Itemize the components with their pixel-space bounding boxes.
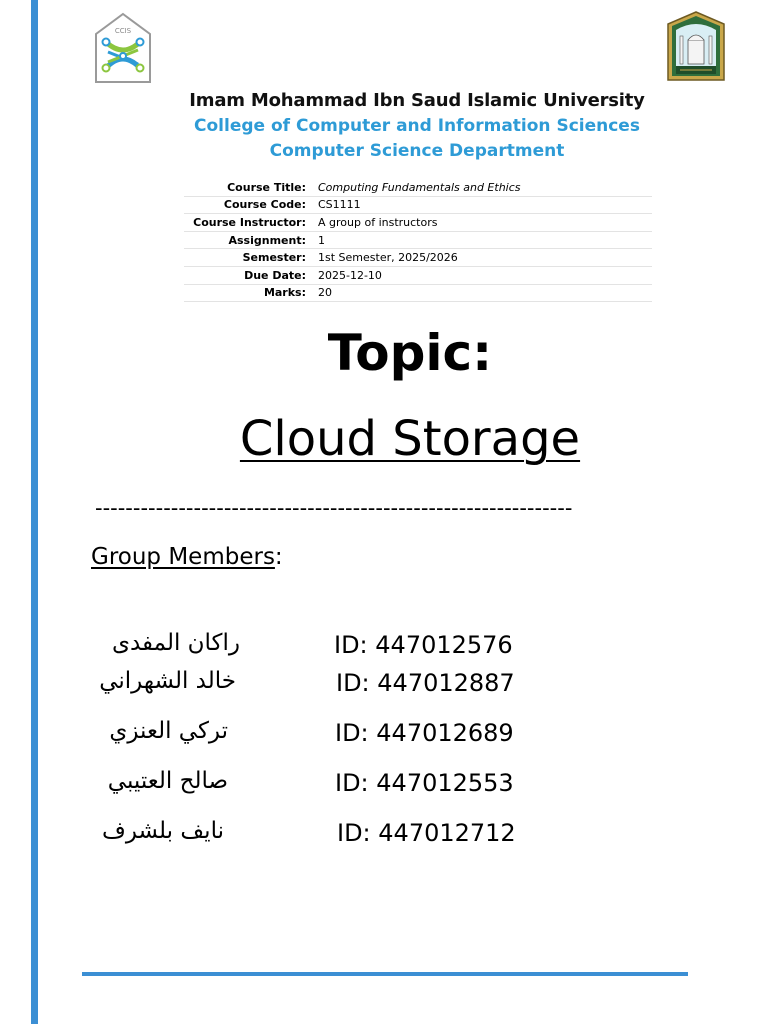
- bottom-border-rule: [82, 972, 688, 976]
- course-info-label: Due Date:: [184, 266, 312, 284]
- member-row: [90, 714, 550, 754]
- member-row: [90, 626, 550, 666]
- course-info-label: Assignment:: [184, 231, 312, 249]
- group-members-title: Group Members: [91, 544, 275, 570]
- member-row: [90, 764, 550, 804]
- dashed-separator: ---------------------------------------------------------------: [95, 496, 573, 520]
- member-id: ID: 447012576: [334, 631, 513, 659]
- member-name: راكان المفدى: [111, 630, 240, 656]
- member-name: صالح العتيبي: [107, 768, 228, 794]
- member-row: [90, 814, 550, 854]
- course-info-value: 1: [312, 231, 652, 249]
- group-members-colon: :: [274, 544, 283, 570]
- member-name: خالد الشهراني: [99, 668, 236, 694]
- course-info-label: Course Code:: [184, 196, 312, 214]
- member-id: ID: 447012689: [335, 719, 514, 747]
- course-info-value: 20: [312, 284, 652, 302]
- university-name: Imam Mohammad Ibn Saud Islamic University: [189, 90, 645, 111]
- member-name: تركي العنزي: [109, 718, 228, 744]
- course-info-label: Semester:: [184, 249, 312, 267]
- college-name: College of Computer and Information Sciences: [194, 116, 640, 136]
- member-name: نايف بلشرف: [102, 818, 224, 844]
- topic-label: Topic:: [327, 324, 493, 382]
- course-info-value: A group of instructors: [312, 214, 652, 232]
- course-info-row: [184, 214, 652, 232]
- department-name: Computer Science Department: [269, 141, 565, 161]
- group-members-heading: [91, 540, 283, 574]
- member-id: ID: 447012712: [337, 819, 516, 847]
- course-info-row: [184, 196, 652, 214]
- course-info-label: Marks:: [184, 284, 312, 302]
- course-info-row: [184, 266, 652, 284]
- course-info-label: Course Instructor:: [184, 214, 312, 232]
- ccis-logo-text: CCIS: [114, 27, 132, 35]
- course-info-value: CS1111: [312, 196, 652, 214]
- course-info-label: Course Title:: [184, 179, 312, 196]
- course-info-value: 1st Semester, 2025/2026: [312, 249, 652, 267]
- course-info-value: 2025-12-10: [312, 266, 652, 284]
- course-info-row: [184, 249, 652, 267]
- member-id: ID: 447012887: [336, 669, 515, 697]
- document-header: [0, 88, 768, 164]
- course-info-row: [184, 179, 652, 196]
- course-info-row: [184, 284, 652, 302]
- course-info-value: Computing Fundamentals and Ethics: [312, 179, 652, 196]
- course-info-table: [184, 179, 652, 302]
- university-seal-icon: [666, 10, 726, 82]
- course-info-row: [184, 231, 652, 249]
- topic-title: Cloud Storage: [239, 411, 581, 467]
- ccis-logo-icon: [94, 12, 152, 86]
- member-row: [90, 664, 550, 704]
- member-id: ID: 447012553: [335, 769, 514, 797]
